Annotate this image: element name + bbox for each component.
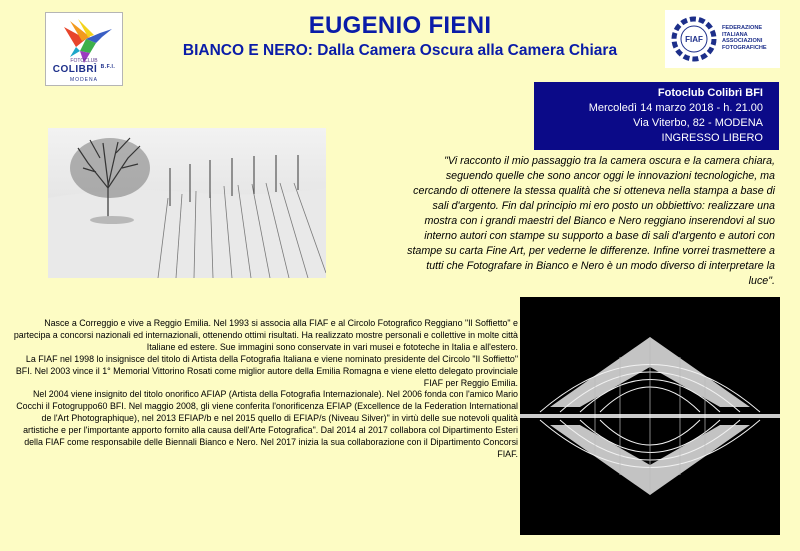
page-subtitle: BIANCO E NERO: Dalla Camera Oscura alla Camera Chiara (182, 42, 618, 59)
event-address: Via Viterbo, 82 - MODENA (633, 117, 763, 129)
bio-paragraph: Nel 2004 viene insignito del titolo onorifico AFIAP (Artista della Fotografia Internazionale). Nel 2006 fonda con l'amico Mario Cocchi il Fotogruppo60 BFI. Nel maggio 2008, gli viene conferita l'onorificenza EFIAP (Excellence de la Federation International de l'Art Photographique), nel 2013 EFIAP/b e nel 2015 quello di EFIAP/s (Niveau Silver)" in virtù delle sue notevoli qualità artistiche e per l'importante apporto fornito alla causa dell'Arte Fotografica". Dal 2014 al 2017 collabora col Dipartimento Esteri della FIAF come responsabile delle Biennali Bianco e Nero. Nel 2017 inizia la sua collaborazione con il Dipartimento Concorsi FIAF. (16, 389, 518, 459)
author-quote: "Vi racconto il mio passaggio tra la camera oscura e la camera chiara, seguendo quelle che sono ancor oggi le innovazioni tecnologiche, ma cercando di ottenere la stessa qualità che si otteneva nella stampa a base di sali d'argento. Fin dal principio mi ero posto un obbiettivo: realizzare una mostra con i grandi maestri del Bianco e Nero reggiano inserendovi al suo interno autori con stampe su supporto a base di sali d'argento e autori con stampe su carta Fine Art, per vederne le differenze. Infine vorrei trasmettere a tutti che Fotografare in Bianco e Nero è un modo diverso di interpretare la luce". (407, 155, 775, 287)
event-info-box (534, 82, 779, 150)
author-biography (8, 318, 518, 461)
bio-paragraph: La FIAF nel 1998 lo insignisce del titolo di Artista della Fotografia Italiana e viene nominato presidente del Circolo "Il Soffietto" BFI. Nel 2003 vince il 1° Memorial Vittorino Rosati come miglior autore della Emilia Romagna e viene eletto delegato provinciale FIAF per Reggio Emilia. (15, 353, 518, 388)
architecture-photo (520, 297, 780, 535)
logo-brand: COLIBRÌ $^{B.F.I.}$ (52, 64, 116, 75)
fiaf-emblem-text: FIAF (685, 35, 703, 44)
fiaf-name: FEDERAZIONE ITALIANA ASSOCIAZIONI FOTOGRAFICHE (722, 25, 767, 51)
event-date: Mercoledì 14 marzo 2018 - h. 21.00 (588, 102, 763, 114)
event-entry: INGRESSO LIBERO (661, 132, 763, 144)
tree-vineyard-photo (48, 128, 326, 278)
logo-city: MODENA (70, 77, 98, 83)
logo-small-text: FOTOCLUB (70, 58, 98, 64)
page-title: EUGENIO FIENI (308, 12, 492, 39)
event-club: Fotoclub Colibrì BFI (657, 87, 763, 99)
bio-paragraph: Nasce a Correggio e vive a Reggio Emilia. Nel 1993 si associa alla FIAF e al Circolo Fotografico Reggiano "Il Soffietto" e partecipa a concorsi nazionali ed internazionali, ottenendo ottimi risultati. Ha realizzato mostre personali e collettive in molte città Italiane ed estere. Sue immagini sono conservate in vari musei e fototeche in Italia e all'estero. (13, 318, 518, 352)
